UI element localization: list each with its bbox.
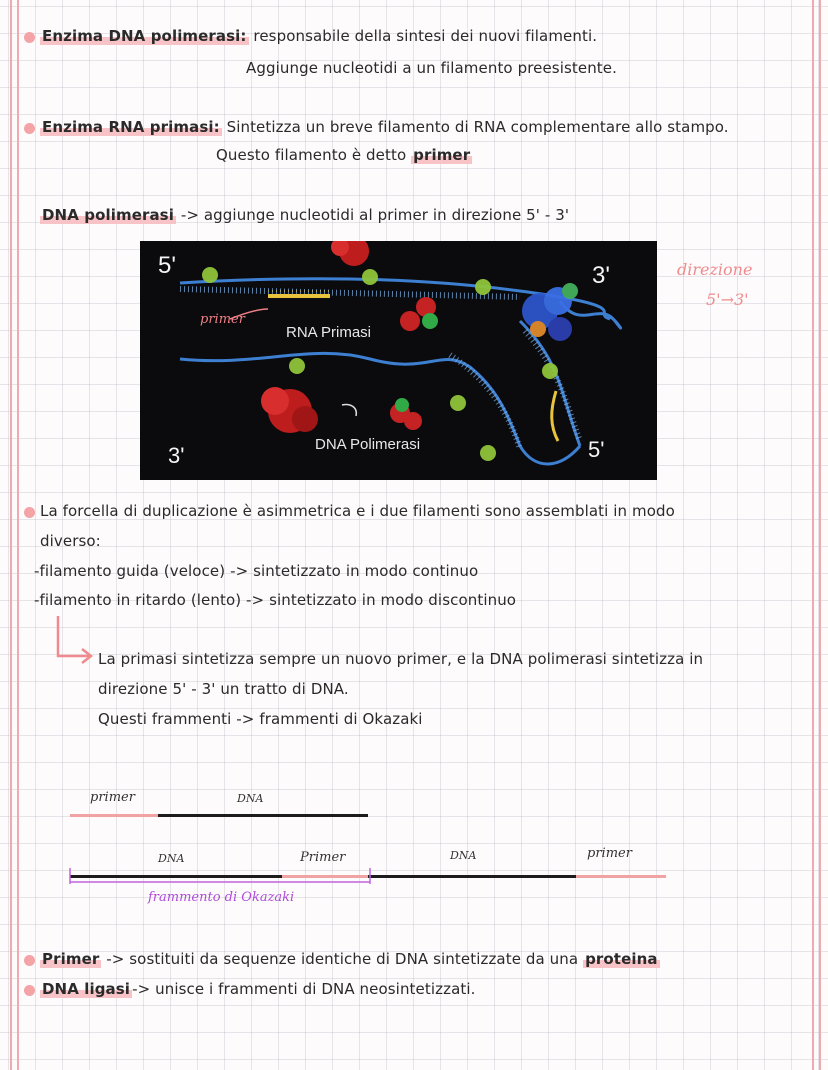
okazaki-line3: Questi frammenti -> frammenti di Okazaki: [98, 710, 423, 728]
dna-ligasi-desc: -> unisce i frammenti di DNA neosintetizzati.: [132, 980, 476, 998]
fig-dna-polimerasi-label: DNA Polimerasi: [315, 436, 421, 453]
fig-rna-primasi-label: RNA Primasi: [286, 324, 372, 341]
side-note-5-3: 5'→3': [706, 290, 749, 309]
okazaki-fragment-label: frammento di Okazaki: [148, 890, 295, 905]
right-margin-line-2: [819, 0, 821, 1070]
fig-label-5-bottom: 5': [588, 437, 605, 462]
bottom-primer-segment-2: [576, 875, 666, 878]
bullet-dot: [24, 955, 35, 966]
side-note-direction: direzione: [677, 260, 753, 279]
bottom-dna-segment-2: [368, 875, 576, 878]
diagram-primer-2-label: primer: [587, 846, 632, 861]
diagram-dna-1-label: DNA: [158, 852, 185, 865]
diagram-top-primer-label: primer: [90, 790, 135, 805]
direction-term: DNA polimerasi: [42, 206, 174, 224]
left-margin-line-2: [17, 0, 19, 1070]
rna-primasi-term: Enzima RNA primasi:: [42, 118, 220, 136]
bullet-dot: [24, 32, 35, 43]
primer-final-desc: -> sostituiti da sequenze identiche di DNA sintetizzate da una: [101, 950, 584, 968]
diagram-top-dna-label: DNA: [237, 792, 264, 805]
fork-line2: diverso:: [40, 532, 101, 550]
bullet-dot: [24, 985, 35, 996]
diagram-primer-1-label: Primer: [300, 850, 346, 865]
fork-line1: La forcella di duplicazione è asimmetrica e i due filamenti sono assemblati in modo: [40, 502, 675, 520]
right-margin-line: [812, 0, 814, 1070]
left-margin-line: [10, 0, 12, 1070]
primer-definition-text: Questo filamento è detto: [216, 146, 412, 164]
primer-replacement-line: [40, 950, 660, 968]
primer-final-term: Primer: [42, 950, 100, 968]
proteina-term: proteina: [585, 950, 658, 968]
direction-line: [40, 206, 569, 224]
primer-definition-line: [216, 146, 472, 164]
fig-label-3-top: 3': [592, 262, 610, 289]
primer-term: primer: [413, 146, 471, 164]
okazaki-line2: direzione 5' - 3' un tratto di DNA.: [98, 680, 349, 698]
okazaki-line1: La primasi sintetizza sempre un nuovo primer, e la DNA polimerasi sintetizza in: [98, 650, 704, 668]
top-dna-segment: [158, 814, 368, 817]
dna-polimerasi-desc: responsabile della sintesi dei nuovi filamenti.: [248, 27, 598, 45]
fig-label-5-top: 5': [158, 252, 176, 279]
bullet-dot: [24, 507, 35, 518]
dna-ligasi-line: [40, 980, 475, 998]
curved-arrow-icon: [52, 614, 96, 668]
rna-primasi-line: [40, 118, 729, 136]
fig-primer-label: primer: [200, 312, 245, 327]
diagram-dna-2-label: DNA: [450, 849, 477, 862]
bullet-dot: [24, 123, 35, 134]
replication-fork-image: [140, 241, 657, 480]
fig-label-3-bottom: 3': [168, 443, 185, 468]
dna-polimerasi-term: Enzima DNA polimerasi:: [42, 27, 247, 45]
dna-ligasi-term: DNA ligasi: [42, 980, 131, 998]
dna-polimerasi-line2: Aggiunge nucleotidi a un filamento preesistente.: [246, 59, 617, 77]
okazaki-bracket: [68, 866, 372, 886]
leading-strand-line: -filamento guida (veloce) -> sintetizzato in modo continuo: [34, 562, 479, 580]
direction-desc: -> aggiunge nucleotidi al primer in direzione 5' - 3': [175, 206, 570, 224]
lagging-strand-line: -filamento in ritardo (lento) -> sintetizzato in modo discontinuo: [34, 591, 517, 609]
top-primer-segment: [70, 814, 158, 817]
dna-polimerasi-line: [40, 27, 597, 45]
rna-primasi-desc: Sintetizza un breve filamento di RNA complementare allo stampo.: [221, 118, 729, 136]
